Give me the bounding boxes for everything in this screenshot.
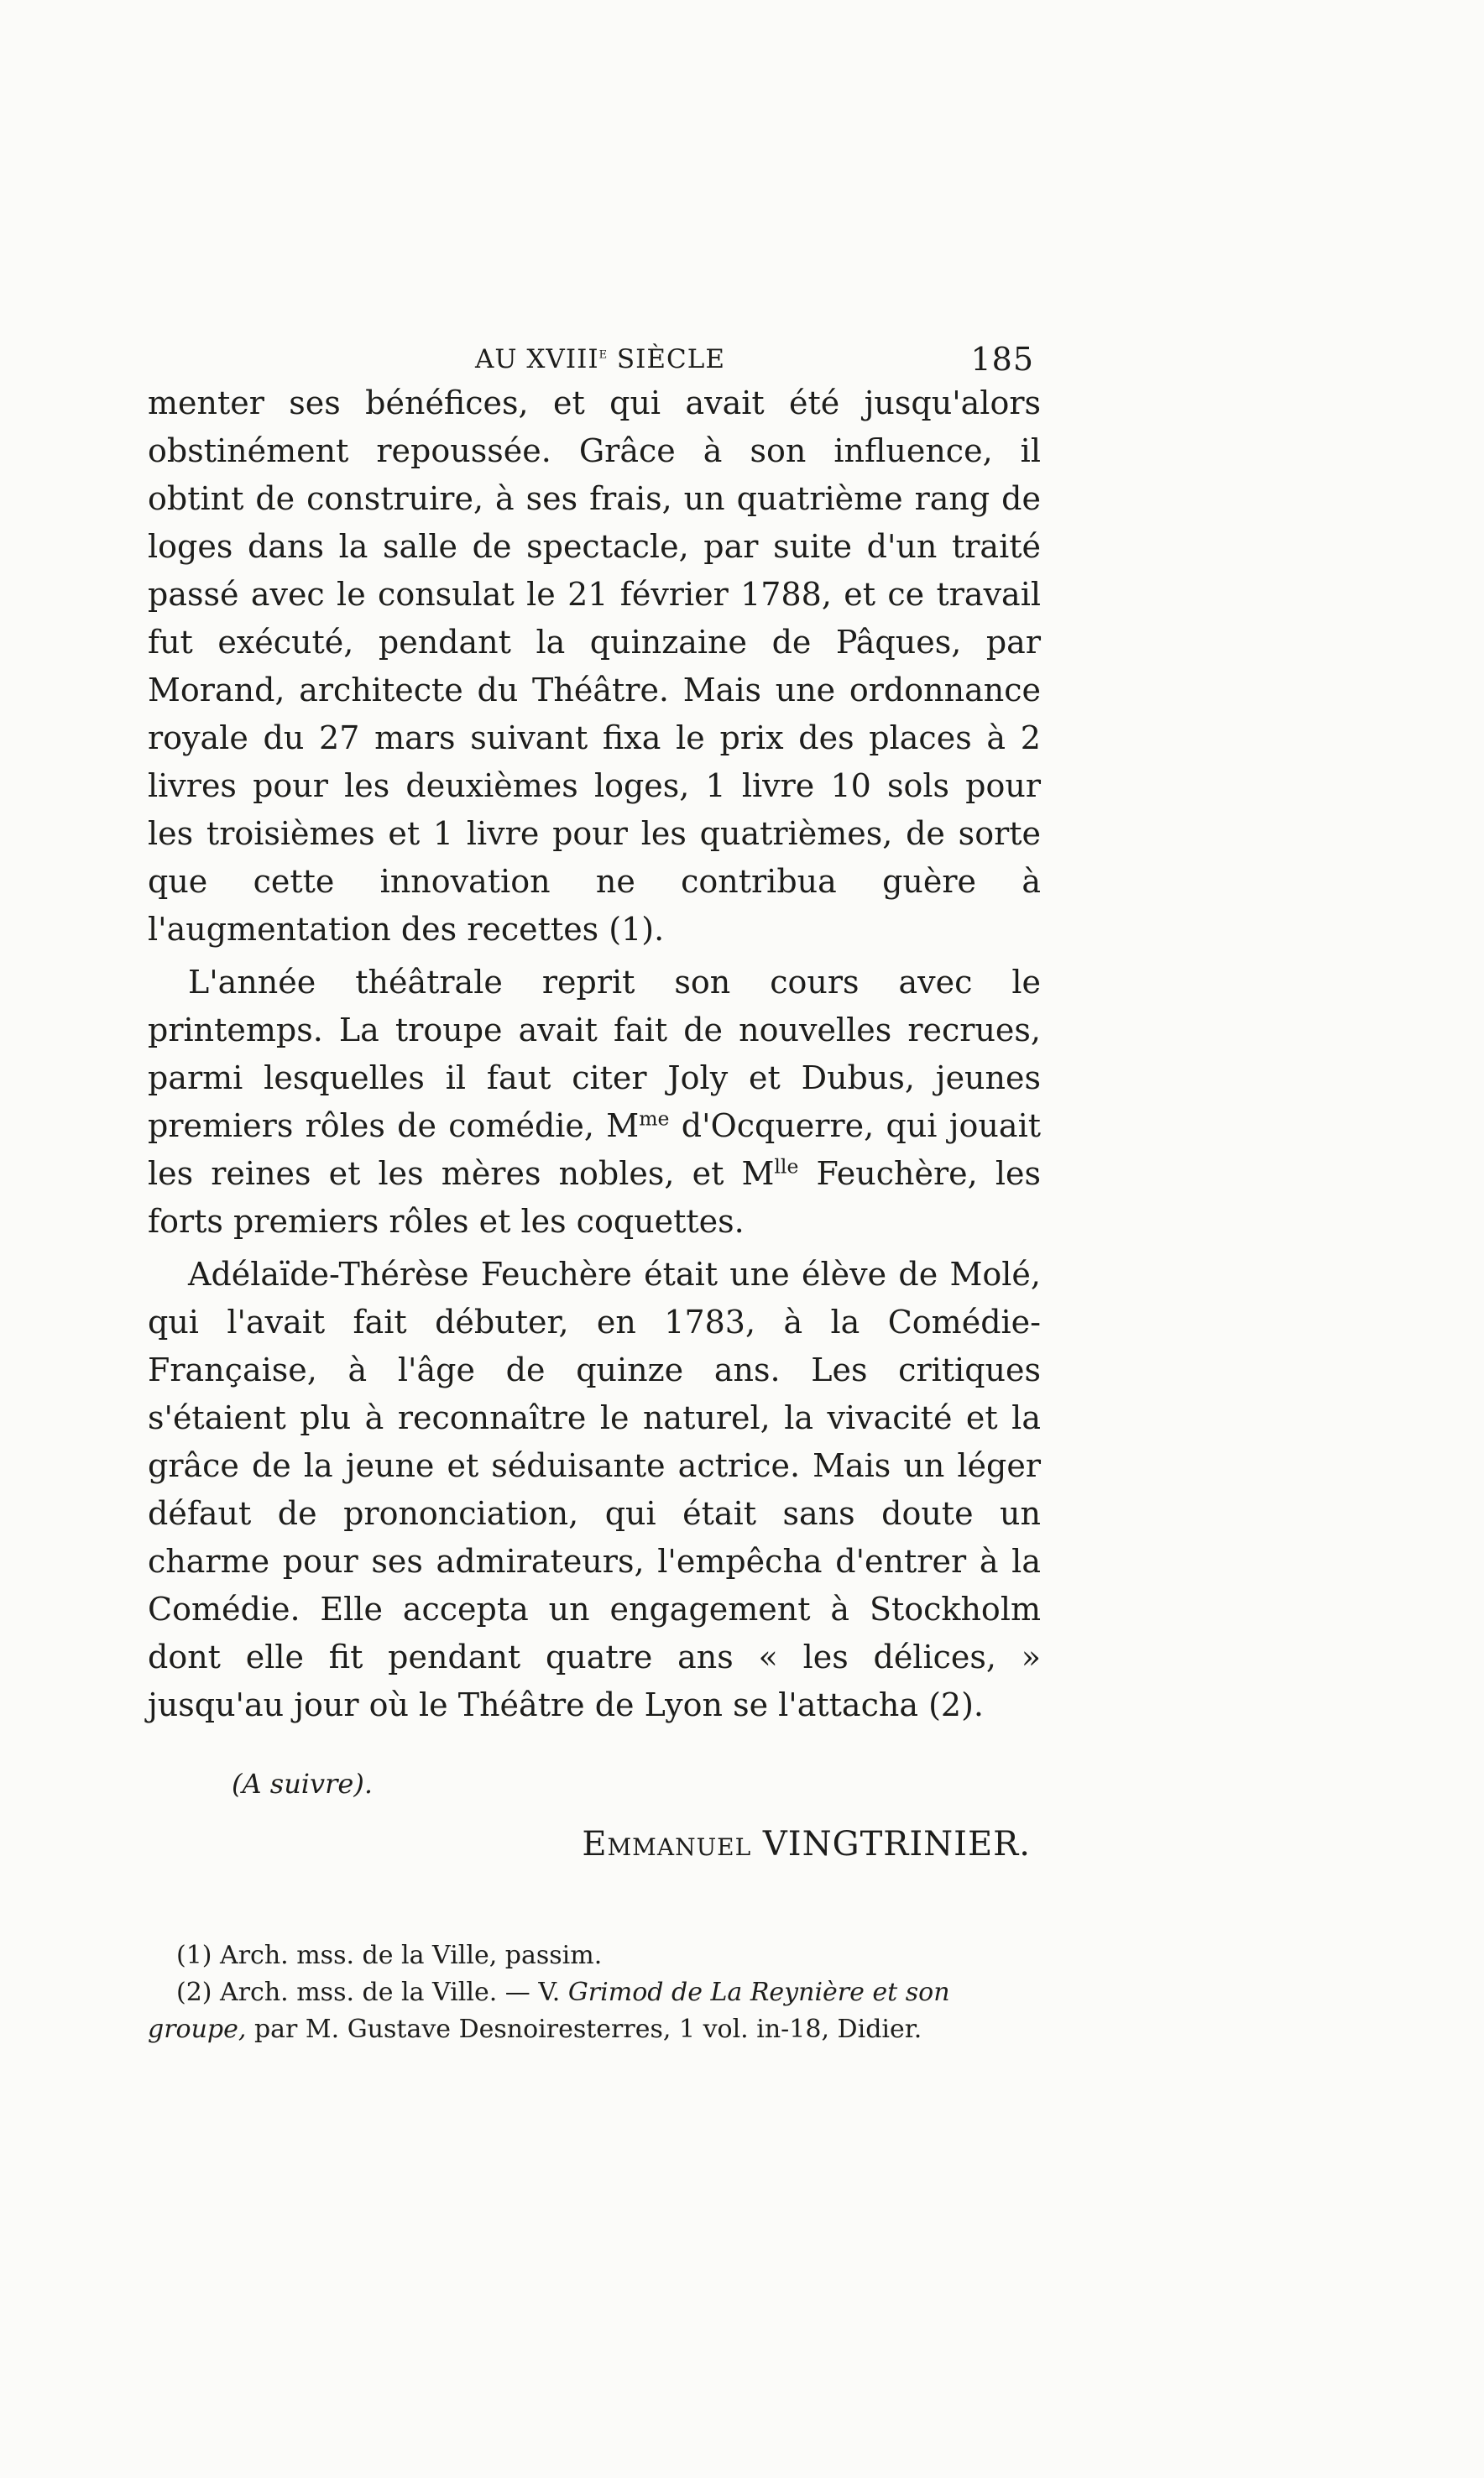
body-text (148, 379, 1041, 1729)
paragraph-1: menter ses bénéfices, et qui avait été jusqu'alors obstinément repoussée. Grâce à son influence, il obtint de construire, à ses frais, un quatrième rang de loges dans la salle de spectacle, par suite d'un traité passé avec le consulat le 21 février 1788, et ce travail fut exécuté, pendant la quinzaine de Pâques, par Morand, architecte du Théâtre. Mais une ordonnance royale du 27 mars suivant fixa le prix des places à 2 livres pour les deuxièmes loges, 1 livre 10 sols pour les troisièmes et 1 livre pour les quatrièmes, de sorte que cette innovation ne contribua guère à l'augmentation des recettes (1). (148, 384, 1041, 948)
footnote-2-prefix: (2) Arch. mss. de la Ville. — V. (176, 1978, 568, 2007)
footnote-2 (148, 1974, 1041, 2048)
to-be-continued: (A suivre). (232, 1768, 373, 1800)
running-head-title-sup: e (598, 344, 609, 363)
running-head (148, 336, 1041, 378)
author-signature (148, 1825, 1041, 1864)
running-head-title (475, 344, 725, 374)
footnote-2-suffix: par M. Gustave Desnoiresterres, 1 vol. in-18, Didier. (246, 2015, 922, 2044)
paragraph-2-sup-1: me (639, 1106, 670, 1131)
page-number: 185 (970, 341, 1034, 378)
paragraph-2 (148, 959, 1041, 1246)
paragraph-2-part-1: L'année théâtrale reprit son cours avec le printemps. La troupe avait fait de nouvelles recrues, parmi lesquelles il faut citer Joly et Dubus, jeunes premiers rôles de comédie, M (148, 964, 1041, 1144)
paragraph-3: Adélaïde-Thérèse Feuchère était une élève de Molé, qui l'avait fait débuter, en 1783, à la Comédie-Française, à l'âge de quinze ans. Les critiques s'étaient plu à reconnaître le naturel, la vivacité et la grâce de la jeune et séduisante actrice. Mais un léger défaut de prononciation, qui était sans doute un charme pour ses admirateurs, l'empêcha d'entrer à la Comédie. Elle accepta un engagement à Stockholm dont elle fit pendant quatre ans « les délices, » jusqu'au jour où le Théâtre de Lyon se l'attacha (2). (148, 1256, 1041, 1723)
footnotes (148, 1937, 1041, 2048)
running-head-title-prefix: AU XVIII (475, 344, 599, 374)
page-content (148, 336, 1041, 2048)
author-first-name: Emmanuel (582, 1825, 752, 1864)
footnote-1: (1) Arch. mss. de la Ville, passim. (176, 1941, 603, 1970)
paragraph-2-part-2: d'Ocquerre, qui jouait les reines et les mères nobles, et M (148, 1107, 1041, 1192)
running-head-title-suffix: SIÈCLE (608, 344, 725, 374)
paragraph-2-sup-2: lle (774, 1154, 799, 1179)
author-last-name: VINGTRINIER. (762, 1825, 1031, 1864)
footnote-2-title: Grimod de La Reynière et son groupe, (148, 1978, 950, 2044)
paragraph-2-part-3: Feuchère, les forts premiers rôles et les coquettes. (148, 1155, 1041, 1240)
